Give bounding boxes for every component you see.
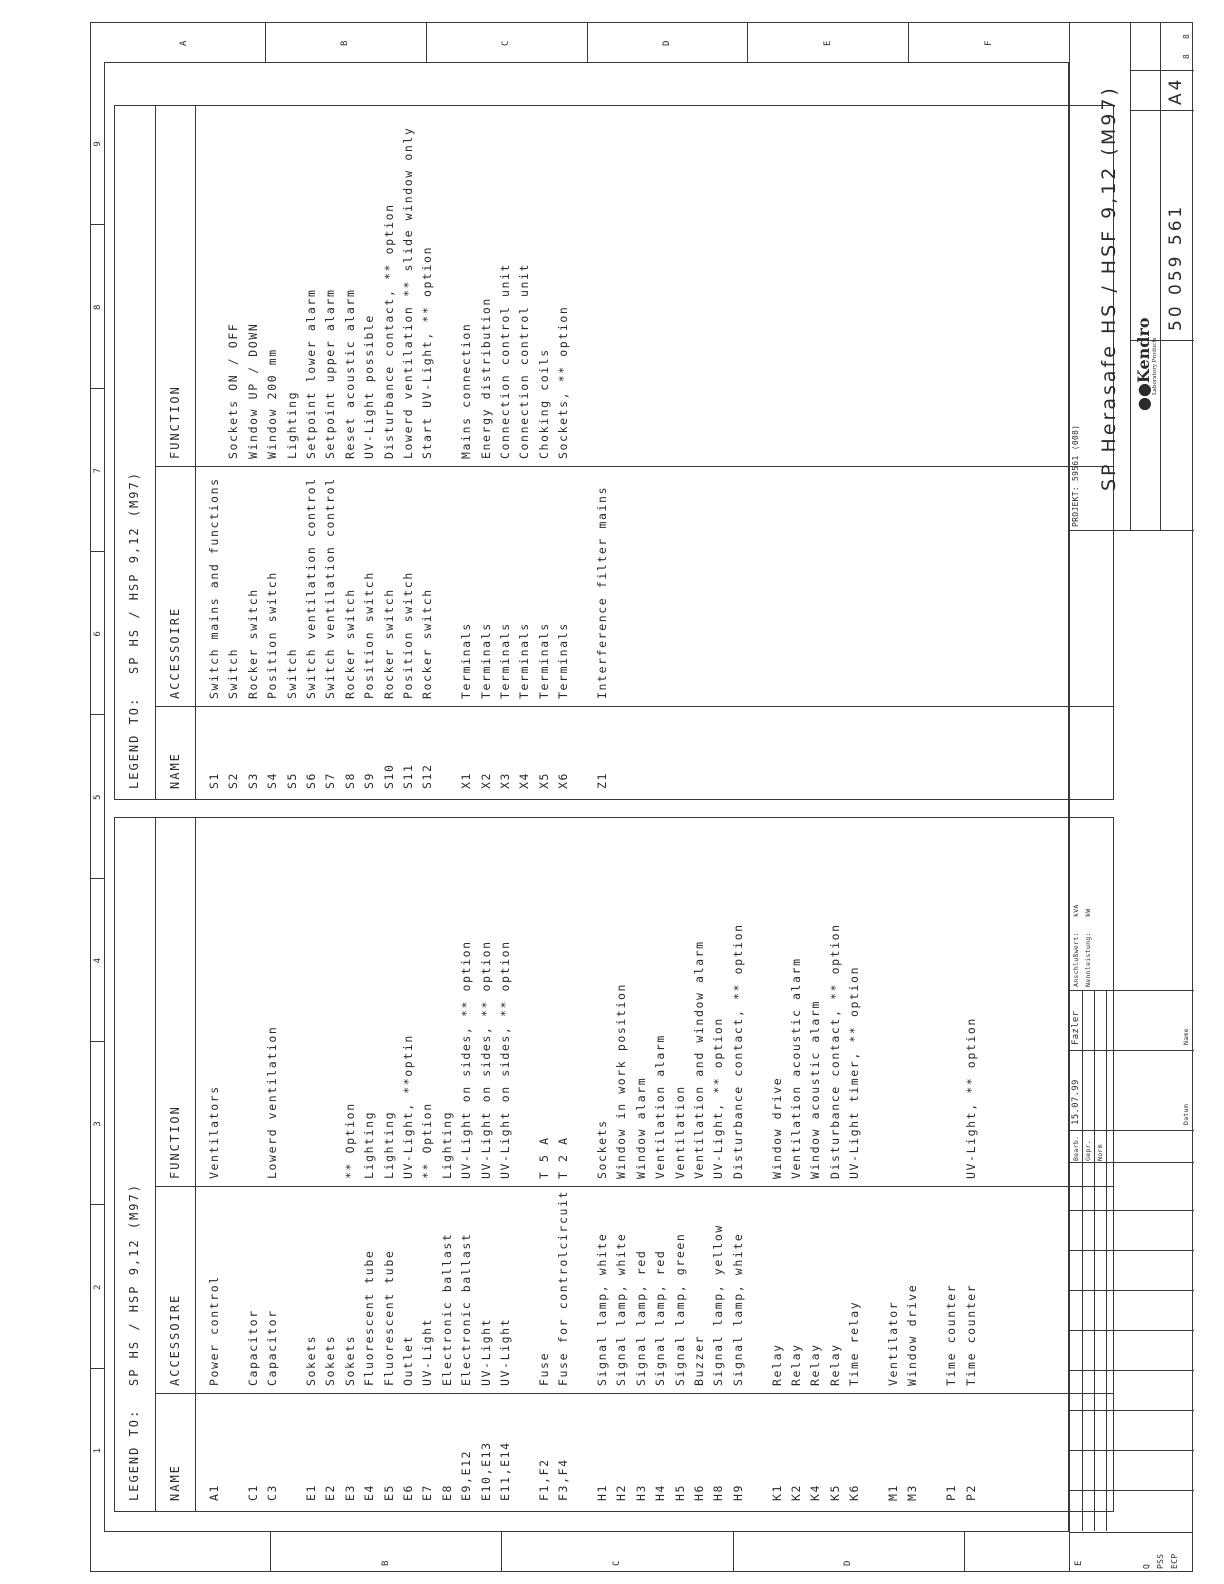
revision-column: [1070, 1250, 1194, 1251]
zone-tick: [964, 1532, 965, 1572]
cell-function: Disturbance contact, ** option: [730, 923, 745, 1179]
cell-name: E2: [323, 1483, 338, 1501]
zone-column-label: 9: [93, 141, 103, 147]
side-code-ecp: ECP: [1170, 1553, 1179, 1569]
cell-function: UV-Light possible: [362, 314, 377, 459]
cell-name: K2: [789, 1483, 803, 1501]
approval-divider: [1070, 1130, 1194, 1131]
zone-row-label: F: [983, 40, 994, 46]
zone-column-label: 7: [93, 467, 103, 474]
zone-row-label: D: [661, 40, 672, 46]
cell-name: H2: [614, 1483, 629, 1501]
cell-function: ** Option: [342, 1102, 357, 1179]
approval-divider: [1070, 990, 1194, 991]
approval-row: [1106, 991, 1107, 1163]
cell-name: X3: [498, 771, 512, 789]
cell-name: X5: [536, 771, 551, 789]
cell-function: Connection control unit: [498, 262, 512, 459]
sheet-format: A4: [1166, 76, 1186, 105]
cell-name: A1: [207, 1483, 221, 1501]
company-name: Kendro: [1134, 317, 1153, 384]
cell-accessoire: Rocker switch: [420, 588, 435, 699]
cell-name: H3: [633, 1483, 648, 1501]
cell-name: H8: [711, 1483, 726, 1501]
cell-name: C3: [265, 1483, 280, 1501]
logo-dots-icon: ●●: [1134, 383, 1153, 411]
cell-name: S10: [381, 763, 396, 789]
cell-function: Lowerd ventilation: [265, 1025, 280, 1179]
cell-name: S5: [284, 771, 299, 789]
cell-function: Window 200 mm: [265, 348, 280, 459]
cell-accessoire: Switch ventilation control: [323, 477, 338, 699]
name-label: Name: [1182, 1028, 1190, 1045]
cell-accessoire: Fluorescent tube: [381, 1249, 396, 1386]
cell-function: Ventilation and window alarm: [692, 940, 706, 1179]
cell-accessoire: Signal lamp, green: [672, 1232, 687, 1386]
zone-tick: [908, 22, 909, 62]
cell-accessoire: Terminals: [478, 622, 493, 699]
zone-tick: [265, 22, 266, 62]
cell-name: S4: [265, 771, 280, 789]
format-col-divider: [1130, 110, 1194, 111]
approval-row: [1082, 991, 1083, 1163]
title-block: [1069, 22, 1193, 1572]
revision-row: [1082, 1163, 1083, 1531]
cell-function: Connection control unit: [517, 262, 532, 459]
cell-accessoire: Signal lamp, red: [653, 1249, 668, 1386]
cell-accessoire: Terminals: [556, 622, 571, 699]
zone-tick: [90, 1041, 104, 1042]
cell-function: Choking coils: [536, 348, 551, 459]
cell-accessoire: Fluorescent tube: [362, 1249, 377, 1386]
cell-accessoire: Terminals: [517, 622, 532, 699]
cell-function: Lighting: [362, 1110, 377, 1179]
zone-column-label: 8: [93, 304, 103, 310]
cell-accessoire: Switch mains and functions: [207, 477, 221, 699]
norm-label: Norm: [1096, 1144, 1104, 1161]
cell-accessoire: UV-Light: [478, 1317, 493, 1386]
cell-name: S2: [226, 771, 241, 789]
cell-function: UV-Light, ** option: [711, 1017, 726, 1179]
cell-name: H9: [730, 1483, 745, 1501]
cell-name: E5: [381, 1483, 396, 1501]
cell-function: Window in work position: [614, 982, 629, 1179]
cell-function: Lighting: [439, 1110, 454, 1179]
revision-row: [1106, 1163, 1107, 1531]
cell-name: S9: [362, 771, 377, 789]
company-logo: [1134, 317, 1153, 411]
header-accessoire: ACCESSOIRE: [168, 606, 182, 699]
cell-function: Sockets: [595, 1119, 609, 1179]
cell-function: Setpoint lower alarm: [304, 288, 318, 459]
cell-function: Reset acoustic alarm: [342, 288, 357, 459]
cell-name: H6: [692, 1483, 706, 1501]
cell-name: E11,E14: [498, 1441, 512, 1501]
name-column-divider: [155, 1393, 1113, 1394]
left-legend-table: [114, 817, 1114, 1512]
side-code-block: [1069, 1532, 1193, 1572]
cell-name: K1: [769, 1483, 784, 1501]
zone-row-label-left: B: [380, 1560, 391, 1566]
cell-name: S12: [420, 763, 435, 789]
revision-column: [1070, 1370, 1194, 1371]
cell-name: S11: [401, 763, 415, 789]
cell-name: E7: [420, 1483, 435, 1501]
header-function: FUNCTION: [168, 385, 182, 459]
title-divider: [1130, 23, 1131, 531]
side-code-q: Q: [1142, 1563, 1151, 1569]
cell-accessoire: Electronic ballast: [459, 1232, 474, 1386]
drawing-number: 50 059 561: [1166, 203, 1186, 331]
cell-accessoire: Rocker switch: [342, 588, 357, 699]
zone-column-label: 4: [93, 957, 103, 964]
cell-accessoire: Capacitor: [265, 1309, 280, 1386]
cell-name: P2: [963, 1483, 978, 1501]
cell-accessoire: Rocker switch: [245, 588, 260, 699]
cell-accessoire: Time relay: [847, 1300, 862, 1386]
project-divider: [1070, 530, 1194, 531]
cell-name: E10,E13: [478, 1441, 493, 1501]
cell-function: Window acoustic alarm: [808, 1000, 823, 1179]
company-sub: Laboratory Products: [1152, 337, 1158, 395]
cell-function: Ventilation: [672, 1085, 687, 1179]
cell-name: K4: [808, 1483, 823, 1501]
cell-function: Setpoint upper alarm: [323, 288, 338, 459]
name-column-divider: [155, 706, 1113, 707]
cell-accessoire: Signal lamp, yellow: [711, 1224, 726, 1386]
cell-accessoire: Power control: [207, 1275, 221, 1386]
anschlusswert-label: Anschlußwert:: [1072, 932, 1080, 987]
cell-name: X1: [459, 771, 474, 789]
cell-accessoire: Terminals: [536, 622, 551, 699]
revision-column: [1070, 1330, 1194, 1331]
revision-column: [1070, 1290, 1194, 1291]
cell-name: X6: [556, 771, 571, 789]
cell-name: X4: [517, 771, 532, 789]
cell-name: S1: [207, 771, 221, 789]
cell-accessoire: Window drive: [905, 1283, 920, 1386]
zone-tick: [747, 22, 748, 62]
legend-title: SP HS / HSP 9,12 (M97): [127, 1183, 141, 1386]
zone-tick: [587, 22, 588, 62]
cell-accessoire: Switch: [226, 647, 241, 699]
cell-accessoire: UV-Light: [420, 1317, 435, 1386]
cell-function: Mains connection: [459, 322, 474, 459]
cell-function: UV-Light timer, ** option: [847, 965, 862, 1179]
cell-accessoire: Sokets: [304, 1334, 318, 1386]
anschlusswert-unit: kVA: [1072, 904, 1080, 917]
cell-function: Lighting: [381, 1110, 396, 1179]
zone-tick: [733, 1532, 734, 1572]
cell-function: Sockets, ** option: [556, 305, 571, 459]
legend-title-divider: [155, 818, 156, 1511]
zone-row-label: A: [179, 40, 190, 46]
number-divider: [1160, 23, 1161, 531]
nennleistung-unit: kW: [1084, 908, 1092, 917]
revision-row: [1094, 1163, 1095, 1531]
zone-column-label: 1: [93, 1447, 103, 1454]
cell-function: Energy distribution: [478, 297, 493, 459]
legend-label: LEGEND TO:: [127, 696, 141, 789]
cell-name: E3: [342, 1483, 357, 1501]
gepr-label: Gepr.: [1084, 1139, 1092, 1161]
cell-accessoire: Signal lamp, white: [595, 1232, 609, 1386]
zone-column-label: 3: [93, 1121, 103, 1127]
zone-row-label: B: [340, 40, 351, 46]
header-divider: [195, 818, 196, 1511]
cell-accessoire: Terminals: [498, 622, 512, 699]
zone-column-label: 5: [93, 794, 103, 800]
cell-function: Start UV-Light, ** option: [420, 245, 435, 459]
revision-column: [1070, 1210, 1194, 1211]
zone-tick: [90, 1204, 104, 1205]
drawing-title: SP Herasafe HS / HSF 9,12 (M97): [1098, 85, 1120, 491]
sheet-total: 8: [1182, 33, 1191, 39]
header-name: NAME: [168, 752, 182, 789]
zone-row-label-left: E: [1074, 1560, 1085, 1566]
zone-row-label: E: [822, 40, 833, 46]
header-divider: [195, 106, 196, 799]
cell-accessoire: Sokets: [342, 1334, 357, 1386]
cell-function: ** Option: [420, 1102, 435, 1179]
zone-tick: [426, 22, 427, 62]
zone-tick: [90, 388, 104, 389]
cell-name: C1: [245, 1483, 260, 1501]
cell-accessoire: Relay: [808, 1343, 823, 1386]
cell-function: Lighting: [284, 390, 299, 459]
zone-tick: [90, 224, 104, 225]
cell-name: E1: [304, 1483, 318, 1501]
zone-column-label: 6: [93, 631, 103, 637]
datum-label: Datum: [1182, 1103, 1190, 1125]
cell-function: T 2 A: [556, 1136, 571, 1179]
cell-function: Window alarm: [633, 1076, 648, 1179]
cell-function: UV-Light on sides, ** option: [498, 940, 512, 1179]
cell-function: Window drive: [769, 1076, 784, 1179]
approval-row: [1094, 991, 1095, 1163]
cell-function: UV-Light on sides, ** option: [459, 940, 474, 1179]
cell-name: S7: [323, 771, 338, 789]
project-number: PROJEKT: 59561 (008): [1071, 424, 1080, 527]
cell-name: H1: [595, 1483, 609, 1501]
cell-accessoire: Capacitor: [245, 1309, 260, 1386]
approval-divider: [1070, 1050, 1194, 1051]
cell-name: S6: [304, 771, 318, 789]
cell-name: P1: [944, 1483, 959, 1501]
cell-name: Z1: [595, 771, 609, 789]
cell-function: UV-Light, ** option: [963, 1017, 978, 1179]
cell-accessoire: Time counter: [963, 1283, 978, 1386]
cell-name: H4: [653, 1483, 668, 1501]
cell-accessoire: UV-Light: [498, 1317, 512, 1386]
zone-tick: [90, 1368, 104, 1369]
cell-name: E6: [401, 1483, 415, 1501]
cell-function: UV-Light on sides, ** option: [478, 940, 493, 1179]
zone-row-label-left: C: [611, 1560, 622, 1566]
cell-accessoire: Outlet: [401, 1334, 415, 1386]
legend-title: SP HS / HSP 9,12 (M97): [127, 471, 141, 674]
header-accessoire: ACCESSOIRE: [168, 1293, 182, 1386]
revision-column: [1070, 1450, 1194, 1451]
approval-divider: [1070, 1162, 1194, 1163]
revision-column: [1070, 1410, 1194, 1411]
cell-accessoire: Fuse: [536, 1351, 551, 1386]
cell-accessoire: Signal lamp, red: [633, 1249, 648, 1386]
legend-label: LEGEND TO:: [127, 1408, 141, 1501]
cell-function: Disturbance contact, ** option: [381, 203, 396, 459]
zone-tick: [90, 714, 104, 715]
cell-accessoire: Sokets: [323, 1334, 338, 1386]
cell-function: T 5 A: [536, 1136, 551, 1179]
cell-accessoire: Fuse for controlcircuit: [556, 1189, 571, 1386]
cell-accessoire: Position switch: [401, 571, 415, 699]
cell-name: M1: [886, 1483, 900, 1501]
cell-accessoire: Switch: [284, 647, 299, 699]
cell-name: F1,F2: [536, 1458, 551, 1501]
cell-function: Lowerd ventilation ** slide window only: [401, 126, 415, 459]
zone-column-label: 2: [93, 1284, 103, 1290]
header-function: FUNCTION: [168, 1105, 182, 1179]
sheet-number: 8: [1182, 53, 1191, 59]
cell-function: Ventilation alarm: [653, 1034, 668, 1179]
cell-name: S3: [245, 771, 260, 789]
cell-accessoire: Time counter: [944, 1283, 959, 1386]
cell-function: Ventilation acoustic alarm: [789, 957, 803, 1179]
number-col-divider: [1130, 340, 1194, 341]
bearb-name: Fazler: [1071, 1010, 1081, 1045]
cell-accessoire: Switch ventilation control: [304, 477, 318, 699]
format-col-divider: [1130, 70, 1194, 71]
cell-accessoire: Relay: [769, 1343, 784, 1386]
header-name: NAME: [168, 1464, 182, 1501]
cell-name: K6: [847, 1483, 862, 1501]
bearb-label: Bearb.: [1072, 1135, 1080, 1161]
nennleistung-label: Nennleistung:: [1084, 932, 1092, 987]
cell-accessoire: Position switch: [362, 571, 377, 699]
cell-accessoire: Interference filter mains: [595, 485, 609, 699]
zone-tick: [90, 551, 104, 552]
bearb-date: 15.07.99: [1071, 1079, 1081, 1125]
cell-function: UV-Light, **optin: [401, 1034, 415, 1179]
accessoire-column-divider: [155, 1186, 1113, 1187]
cell-accessoire: Rocker switch: [381, 588, 396, 699]
cell-accessoire: Relay: [827, 1343, 842, 1386]
cell-accessoire: Terminals: [459, 622, 474, 699]
zone-tick: [270, 1532, 271, 1572]
cell-function: Window UP / DOWN: [245, 322, 260, 459]
cell-name: E9,E12: [459, 1449, 474, 1501]
cell-accessoire: Buzzer: [692, 1334, 706, 1386]
accessoire-column-divider: [155, 466, 1113, 467]
side-code-pss: PSS: [1156, 1553, 1165, 1569]
cell-accessoire: Electronic ballast: [439, 1232, 454, 1386]
cell-name: S8: [342, 771, 357, 789]
cell-name: E4: [362, 1483, 377, 1501]
cell-name: H5: [672, 1483, 687, 1501]
cell-accessoire: Position switch: [265, 571, 280, 699]
cell-function: Disturbance contact, ** option: [827, 923, 842, 1179]
cell-name: M3: [905, 1483, 920, 1501]
cell-accessoire: Signal lamp, white: [614, 1232, 629, 1386]
legend-title-divider: [155, 106, 156, 799]
cell-name: K5: [827, 1483, 842, 1501]
right-legend-table: [114, 105, 1114, 800]
zone-row-label-left: D: [843, 1560, 854, 1566]
cell-name: F3,F4: [556, 1458, 571, 1501]
zone-row-label: C: [501, 40, 512, 46]
cell-name: X2: [478, 771, 493, 789]
cell-name: E8: [439, 1483, 454, 1501]
cell-accessoire: Signal lamp, white: [730, 1232, 745, 1386]
zone-tick: [90, 878, 104, 879]
cell-accessoire: Relay: [789, 1343, 803, 1386]
zone-tick: [501, 1532, 502, 1572]
cell-function: Ventilators: [207, 1085, 221, 1179]
revision-column: [1070, 1490, 1194, 1491]
cell-accessoire: Ventilator: [886, 1300, 900, 1386]
cell-function: Sockets ON / OFF: [226, 322, 241, 459]
